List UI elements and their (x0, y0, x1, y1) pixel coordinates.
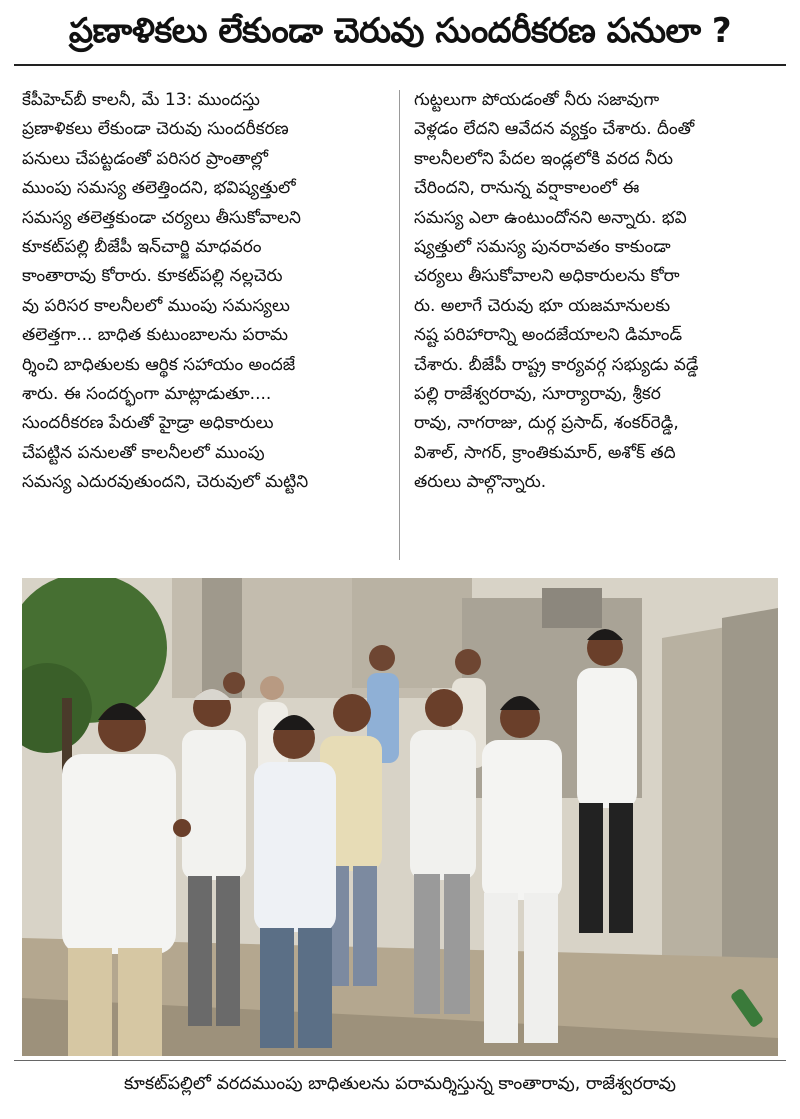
caption-rule (14, 1060, 786, 1061)
article-line: రావు, నాగరాజు, దుర్గ ప్రసాద్, శంకర్‌రెడ్డి, (414, 413, 679, 434)
article-line: కాలనీలలోని పేదల ఇండ్లలోకి వరద నీరు (414, 148, 673, 169)
article-line: సమస్య ఎదురవుతుందని, చెరువులో మట్టిని (22, 472, 309, 493)
article-line: చర్యలు తీసుకోవాలని అధికారులను కోరా (414, 266, 680, 287)
article-line: చేపట్టిన పనులతో కాలనీలలో ముంపు (22, 442, 265, 463)
article-line: కూకట్‌పల్లి బీజేపీ ఇన్‌చార్జి మాధవరం (22, 237, 262, 258)
news-photo (22, 578, 778, 1056)
article-line: వెళ్లడం లేదని ఆవేదన వ్యక్తం చేశారు. దీంతో (414, 119, 695, 140)
article-line: శారు. ఈ సందర్భంగా మాట్లాడుతూ.... (22, 384, 272, 405)
article-line: తరులు పాల్గొన్నారు. (414, 472, 547, 493)
article-line: ప్రణాళికలు లేకుండా చెరువు సుందరీకరణ (22, 119, 289, 140)
photo-caption: కూకట్‌పల్లిలో వరదముంపు బాధితులను పరామర్శిస్తున్న కాంతారావు, రాజేశ్వరరావు (124, 1074, 676, 1094)
article-line: కాంతారావు కోరారు. కూకట్‌పల్లి నల్లచెరు (22, 266, 283, 287)
article-line: కేపీహెచ్‌బీ కాలనీ, మే 13: ముందస్తు (22, 90, 260, 110)
article-line: చేశారు. బీజేపీ రాష్ట్ర కార్యవర్గ సభ్యుడు వడ్డే (414, 354, 699, 375)
article-line: ర్శించి బాధితులకు ఆర్థిక సహాయం అందజే (22, 354, 296, 375)
article-column-right (414, 86, 776, 498)
article-line: పనులు చేపట్టడంతో పరిసర ప్రాంతాల్లో (22, 148, 268, 169)
article-line: సుందరీకరణ పేరుతో హైడ్రా అధికారులు (22, 413, 274, 434)
article-line: రు. అలాగే చెరువు భూ యజమానులకు (414, 295, 671, 316)
article-line: వు పరిసర కాలనీలలో ముంపు సమస్యలు (22, 295, 290, 316)
headline-rule (14, 64, 786, 66)
article-line: ముంపు సమస్య తలెత్తిందని, భవిష్యత్తులో (22, 178, 296, 199)
article-line: విశాల్, సాగర్, క్రాంతికుమార్, అశోక్ తది (414, 442, 676, 463)
article-line: నష్ట పరిహారాన్ని అందజేయాలని డిమాండ్ (414, 325, 683, 346)
article-line: చేరిందని, రానున్న వర్షాకాలంలో ఈ (414, 178, 640, 199)
article-line: సమస్య ఎలా ఉంటుందోనని అన్నారు. భవి (414, 207, 687, 228)
article-line: ష్యత్తులో సమస్య పునరావతం కాకుండా (414, 237, 671, 258)
article-line: పల్లి రాజేశ్వరరావు, సూర్యారావు, శ్రీకర (414, 384, 661, 405)
article-line: తలెత్తగా... బాధిత కుటుంబాలను పరామ (22, 325, 288, 346)
photo-illustration (22, 578, 778, 1056)
article-line: గుట్టలుగా పోయడంతో నీరు సజావుగా (414, 90, 660, 110)
headline: ప్రణాళికలు లేకుండా చెరువు సుందరీకరణ పనులా ? (68, 11, 732, 51)
article-column-left (22, 86, 384, 498)
column-divider (399, 90, 400, 560)
article-line: సమస్య తలెత్తకుండా చర్యలు తీసుకోవాలని (22, 207, 301, 228)
